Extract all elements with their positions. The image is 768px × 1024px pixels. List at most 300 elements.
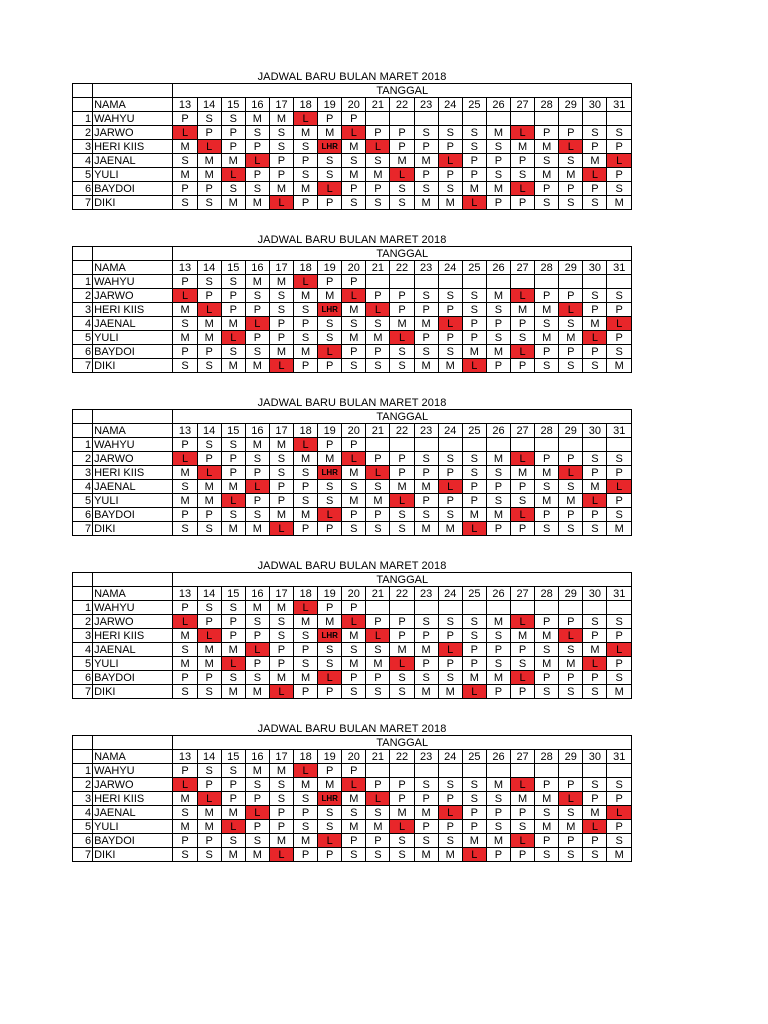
header-blank-name — [93, 247, 173, 261]
shift-cell: S — [318, 154, 342, 168]
shift-cell: S — [318, 480, 342, 494]
shift-cell: S — [342, 806, 366, 820]
shift-cell: P — [559, 289, 583, 303]
shift-cell: P — [294, 685, 318, 699]
date-header-30: 30 — [583, 98, 607, 112]
shift-cell: M — [318, 126, 342, 140]
shift-cell: L — [390, 494, 414, 508]
date-header-13: 13 — [173, 587, 197, 601]
shift-cell: L — [607, 317, 632, 331]
shift-cell: S — [583, 522, 607, 536]
shift-cell: S — [438, 126, 462, 140]
staff-name: JAENAL — [93, 317, 173, 331]
shift-cell: P — [511, 848, 535, 862]
date-header-25: 25 — [462, 261, 486, 275]
shift-cell: M — [197, 820, 221, 834]
shift-cell: S — [245, 671, 269, 685]
shift-cell: P — [366, 834, 390, 848]
date-header-24: 24 — [438, 261, 462, 275]
shift-cell: S — [607, 671, 632, 685]
shift-cell: S — [390, 196, 414, 210]
schedule-title: JADWAL BARU BULAN MARET 2018 — [257, 71, 447, 83]
shift-cell: M — [173, 657, 197, 671]
shift-cell — [535, 438, 559, 452]
shift-cell: M — [438, 359, 462, 373]
shift-cell: M — [294, 345, 318, 359]
shift-cell: P — [366, 778, 390, 792]
shift-cell: M — [366, 331, 390, 345]
shift-cell: S — [197, 685, 221, 699]
date-header-22: 22 — [390, 587, 414, 601]
shift-cell: S — [269, 792, 293, 806]
date-header-26: 26 — [486, 98, 510, 112]
date-header-24: 24 — [438, 98, 462, 112]
row-number: 7 — [73, 522, 93, 536]
shift-cell: P — [535, 126, 559, 140]
shift-cell: M — [486, 508, 510, 522]
shift-cell: L — [511, 778, 535, 792]
shift-cell: P — [390, 140, 414, 154]
nama-label: NAMA — [93, 587, 173, 601]
shift-cell: S — [607, 182, 632, 196]
shift-cell: P — [511, 317, 535, 331]
shift-cell: L — [511, 345, 535, 359]
shift-cell: L — [173, 615, 197, 629]
shift-cell: M — [221, 154, 245, 168]
shift-cell: S — [221, 764, 245, 778]
staff-name: DIKI — [93, 522, 173, 536]
shift-cell: M — [294, 615, 318, 629]
row-number: 3 — [73, 466, 93, 480]
shift-cell: P — [535, 289, 559, 303]
staff-row-wahyu — [73, 764, 632, 778]
shift-cell: P — [197, 615, 221, 629]
shift-cell: S — [342, 154, 366, 168]
staff-name: HERI KIIS — [93, 466, 173, 480]
shift-cell: M — [173, 629, 197, 643]
shift-cell: P — [607, 168, 632, 182]
shift-cell — [486, 275, 510, 289]
staff-row-wahyu — [73, 438, 632, 452]
date-header-20: 20 — [342, 750, 366, 764]
shift-cell: M — [269, 112, 293, 126]
header-blank-name — [93, 410, 173, 424]
shift-cell: P — [269, 494, 293, 508]
shift-cell: M — [462, 834, 486, 848]
shift-cell: P — [269, 331, 293, 345]
shift-cell: S — [607, 289, 632, 303]
shift-cell: S — [294, 657, 318, 671]
shift-cell — [511, 275, 535, 289]
shift-cell: P — [197, 671, 221, 685]
schedule-title: JADWAL BARU BULAN MARET 2018 — [257, 397, 447, 409]
shift-cell: L — [294, 275, 318, 289]
shift-cell — [366, 275, 390, 289]
header-row-dates — [73, 261, 632, 275]
shift-cell: P — [583, 671, 607, 685]
shift-cell: P — [438, 657, 462, 671]
shift-cell: S — [414, 289, 438, 303]
shift-cell — [438, 438, 462, 452]
shift-cell: S — [486, 140, 510, 154]
date-header-14: 14 — [197, 261, 221, 275]
shift-cell: S — [535, 522, 559, 536]
shift-cell: P — [342, 764, 366, 778]
shift-cell: S — [269, 126, 293, 140]
shift-cell — [414, 438, 438, 452]
shift-cell: M — [245, 112, 269, 126]
nama-label: NAMA — [93, 261, 173, 275]
date-header-30: 30 — [583, 424, 607, 438]
date-header-17: 17 — [269, 98, 293, 112]
shift-cell — [438, 764, 462, 778]
shift-cell: P — [511, 643, 535, 657]
shift-cell: P — [438, 331, 462, 345]
date-header-14: 14 — [197, 587, 221, 601]
shift-cell: M — [535, 494, 559, 508]
shift-cell: P — [535, 345, 559, 359]
shift-cell: L — [245, 643, 269, 657]
shift-cell: S — [366, 154, 390, 168]
shift-cell: P — [583, 345, 607, 359]
shift-cell: P — [390, 126, 414, 140]
shift-cell: S — [535, 806, 559, 820]
staff-row-heri-kiis — [73, 629, 632, 643]
shift-cell: M — [342, 792, 366, 806]
staff-row-jaenal — [73, 806, 632, 820]
shift-cell: M — [414, 154, 438, 168]
shift-cell: S — [173, 806, 197, 820]
shift-cell: L — [583, 820, 607, 834]
shift-cell: L — [462, 359, 486, 373]
shift-cell: M — [197, 480, 221, 494]
shift-cell: M — [438, 848, 462, 862]
shift-cell: S — [390, 671, 414, 685]
date-header-21: 21 — [366, 750, 390, 764]
shift-cell: P — [559, 615, 583, 629]
shift-cell: M — [245, 438, 269, 452]
shift-cell: L — [438, 317, 462, 331]
tanggal-label: TANGGAL — [173, 410, 632, 424]
staff-row-heri-kiis — [73, 466, 632, 480]
shift-cell: L — [583, 657, 607, 671]
row-number: 5 — [73, 820, 93, 834]
shift-cell: P — [559, 182, 583, 196]
shift-cell: L — [318, 834, 342, 848]
shift-cell: S — [269, 615, 293, 629]
date-header-23: 23 — [414, 261, 438, 275]
shift-cell: M — [173, 494, 197, 508]
shift-cell: M — [245, 275, 269, 289]
date-header-22: 22 — [390, 261, 414, 275]
shift-cell: M — [486, 126, 510, 140]
date-header-18: 18 — [294, 750, 318, 764]
shift-cell: LHR — [318, 629, 342, 643]
schedule-title: JADWAL BARU BULAN MARET 2018 — [257, 723, 447, 735]
shift-cell: P — [294, 154, 318, 168]
staff-row-jarwo — [73, 615, 632, 629]
header-blank-no — [73, 84, 93, 98]
shift-cell: P — [583, 508, 607, 522]
staff-row-diki — [73, 848, 632, 862]
shift-cell: P — [390, 615, 414, 629]
shift-cell: S — [559, 154, 583, 168]
shift-cell — [486, 112, 510, 126]
staff-name: BAYDOI — [93, 508, 173, 522]
shift-cell: S — [414, 671, 438, 685]
shift-cell: M — [318, 452, 342, 466]
shift-cell: P — [583, 629, 607, 643]
shift-cell: S — [607, 508, 632, 522]
nama-label: NAMA — [93, 424, 173, 438]
shift-cell: P — [197, 452, 221, 466]
shift-cell: S — [535, 359, 559, 373]
shift-cell: P — [462, 168, 486, 182]
staff-row-yuli — [73, 331, 632, 345]
shift-cell: P — [486, 317, 510, 331]
date-header-25: 25 — [462, 750, 486, 764]
date-header-13: 13 — [173, 750, 197, 764]
shift-cell — [462, 112, 486, 126]
shift-cell — [559, 112, 583, 126]
shift-cell: M — [511, 140, 535, 154]
shift-cell — [535, 275, 559, 289]
shift-cell: P — [390, 289, 414, 303]
shift-cell: M — [486, 615, 510, 629]
shift-cell — [462, 601, 486, 615]
shift-cell: S — [462, 629, 486, 643]
shift-cell: S — [535, 848, 559, 862]
shift-cell: L — [366, 303, 390, 317]
shift-cell: L — [342, 289, 366, 303]
shift-cell: P — [318, 359, 342, 373]
shift-cell: S — [607, 452, 632, 466]
row-number: 6 — [73, 834, 93, 848]
shift-cell: M — [245, 685, 269, 699]
shift-cell: P — [607, 466, 632, 480]
shift-cell: S — [366, 480, 390, 494]
shift-cell: L — [318, 671, 342, 685]
staff-name: JARWO — [93, 615, 173, 629]
date-header-19: 19 — [318, 261, 342, 275]
shift-cell — [535, 112, 559, 126]
shift-cell: S — [294, 466, 318, 480]
date-header-21: 21 — [366, 98, 390, 112]
shift-cell: S — [173, 317, 197, 331]
shift-cell: M — [221, 317, 245, 331]
date-header-31: 31 — [607, 424, 632, 438]
shift-cell: M — [245, 601, 269, 615]
staff-row-jaenal — [73, 154, 632, 168]
staff-row-yuli — [73, 657, 632, 671]
shift-cell: S — [414, 615, 438, 629]
shift-cell: L — [511, 126, 535, 140]
date-header-27: 27 — [511, 424, 535, 438]
tanggal-label: TANGGAL — [173, 573, 632, 587]
date-header-23: 23 — [414, 750, 438, 764]
shift-cell: S — [559, 359, 583, 373]
shift-cell: P — [342, 182, 366, 196]
shift-cell: M — [318, 615, 342, 629]
header-blank-name — [93, 84, 173, 98]
shift-cell: S — [342, 522, 366, 536]
shift-cell — [438, 112, 462, 126]
shift-cell: M — [294, 778, 318, 792]
shift-cell: L — [583, 331, 607, 345]
shift-cell: P — [438, 792, 462, 806]
shift-cell — [414, 764, 438, 778]
shift-cell — [535, 601, 559, 615]
row-number: 1 — [73, 275, 93, 289]
shift-cell: P — [173, 112, 197, 126]
shift-cell: S — [438, 834, 462, 848]
schedule-table — [72, 735, 632, 862]
shift-cell: P — [294, 522, 318, 536]
shift-cell: S — [583, 289, 607, 303]
shift-cell: P — [559, 508, 583, 522]
shift-cell — [486, 764, 510, 778]
shift-cell — [390, 112, 414, 126]
shift-cell: P — [221, 140, 245, 154]
date-header-17: 17 — [269, 424, 293, 438]
shift-cell: P — [414, 168, 438, 182]
shift-cell: P — [414, 466, 438, 480]
shift-cell: P — [221, 126, 245, 140]
shift-cell: P — [318, 848, 342, 862]
shift-cell: P — [390, 466, 414, 480]
staff-row-jarwo — [73, 778, 632, 792]
shift-cell: S — [173, 154, 197, 168]
shift-cell: S — [342, 196, 366, 210]
shift-cell: P — [438, 168, 462, 182]
shift-cell — [511, 601, 535, 615]
shift-cell: P — [269, 657, 293, 671]
shift-cell: M — [414, 806, 438, 820]
staff-name: HERI KIIS — [93, 792, 173, 806]
row-number: 2 — [73, 452, 93, 466]
shift-cell — [583, 601, 607, 615]
shift-cell: S — [486, 331, 510, 345]
shift-cell: S — [245, 615, 269, 629]
shift-cell: P — [245, 466, 269, 480]
shift-cell: P — [438, 494, 462, 508]
shift-cell — [366, 764, 390, 778]
row-number: 4 — [73, 480, 93, 494]
shift-cell: L — [462, 522, 486, 536]
header-row-tanggal — [73, 247, 632, 261]
shift-cell: M — [511, 303, 535, 317]
shift-cell: P — [342, 834, 366, 848]
shift-cell: L — [366, 140, 390, 154]
shift-cell: S — [269, 778, 293, 792]
shift-cell: L — [197, 629, 221, 643]
shift-cell: M — [559, 168, 583, 182]
staff-row-heri-kiis — [73, 792, 632, 806]
shift-cell: M — [414, 848, 438, 862]
shift-cell: M — [173, 140, 197, 154]
shift-cell: M — [583, 480, 607, 494]
row-number: 3 — [73, 792, 93, 806]
shift-cell: P — [366, 182, 390, 196]
date-header-27: 27 — [511, 587, 535, 601]
date-header-20: 20 — [342, 261, 366, 275]
shift-cell: LHR — [318, 140, 342, 154]
shift-cell: S — [173, 848, 197, 862]
row-number: 2 — [73, 289, 93, 303]
shift-cell: P — [269, 806, 293, 820]
shift-cell: L — [173, 126, 197, 140]
row-number: 4 — [73, 154, 93, 168]
date-header-21: 21 — [366, 424, 390, 438]
shift-cell: M — [511, 792, 535, 806]
shift-cell: M — [583, 154, 607, 168]
shift-cell: S — [269, 466, 293, 480]
shift-cell: P — [535, 508, 559, 522]
row-number: 6 — [73, 671, 93, 685]
shift-cell: M — [511, 466, 535, 480]
shift-cell: S — [486, 494, 510, 508]
shift-cell: P — [607, 820, 632, 834]
header-blank-no — [73, 750, 93, 764]
shift-cell: S — [414, 452, 438, 466]
staff-row-jaenal — [73, 643, 632, 657]
shift-cell: S — [438, 345, 462, 359]
date-header-27: 27 — [511, 750, 535, 764]
staff-row-baydoi — [73, 345, 632, 359]
shift-cell: M — [535, 629, 559, 643]
header-row-tanggal — [73, 410, 632, 424]
shift-cell: S — [221, 275, 245, 289]
shift-cell: M — [583, 806, 607, 820]
staff-name: HERI KIIS — [93, 303, 173, 317]
shift-cell: P — [414, 494, 438, 508]
staff-row-yuli — [73, 168, 632, 182]
shift-cell: M — [269, 834, 293, 848]
shift-cell: M — [607, 848, 632, 862]
shift-cell: S — [486, 792, 510, 806]
shift-cell: S — [414, 834, 438, 848]
shift-cell: M — [607, 359, 632, 373]
staff-name: JARWO — [93, 452, 173, 466]
shift-cell: M — [245, 764, 269, 778]
header-row-tanggal — [73, 573, 632, 587]
row-number: 5 — [73, 657, 93, 671]
staff-name: YULI — [93, 168, 173, 182]
shift-cell: S — [342, 359, 366, 373]
shift-cell: S — [414, 182, 438, 196]
shift-cell — [438, 601, 462, 615]
staff-name: JARWO — [93, 289, 173, 303]
shift-cell: M — [414, 643, 438, 657]
row-number: 3 — [73, 629, 93, 643]
shift-cell: L — [607, 154, 632, 168]
shift-cell: S — [197, 601, 221, 615]
shift-cell: P — [511, 685, 535, 699]
header-blank-no — [73, 736, 93, 750]
date-header-16: 16 — [245, 424, 269, 438]
shift-cell: L — [511, 671, 535, 685]
shift-cell: S — [535, 685, 559, 699]
shift-cell: P — [583, 466, 607, 480]
shift-cell: S — [486, 657, 510, 671]
staff-row-diki — [73, 522, 632, 536]
staff-name: DIKI — [93, 685, 173, 699]
shift-cell: S — [221, 438, 245, 452]
staff-name: DIKI — [93, 196, 173, 210]
shift-cell — [511, 764, 535, 778]
shift-cell: P — [318, 522, 342, 536]
date-header-15: 15 — [221, 424, 245, 438]
